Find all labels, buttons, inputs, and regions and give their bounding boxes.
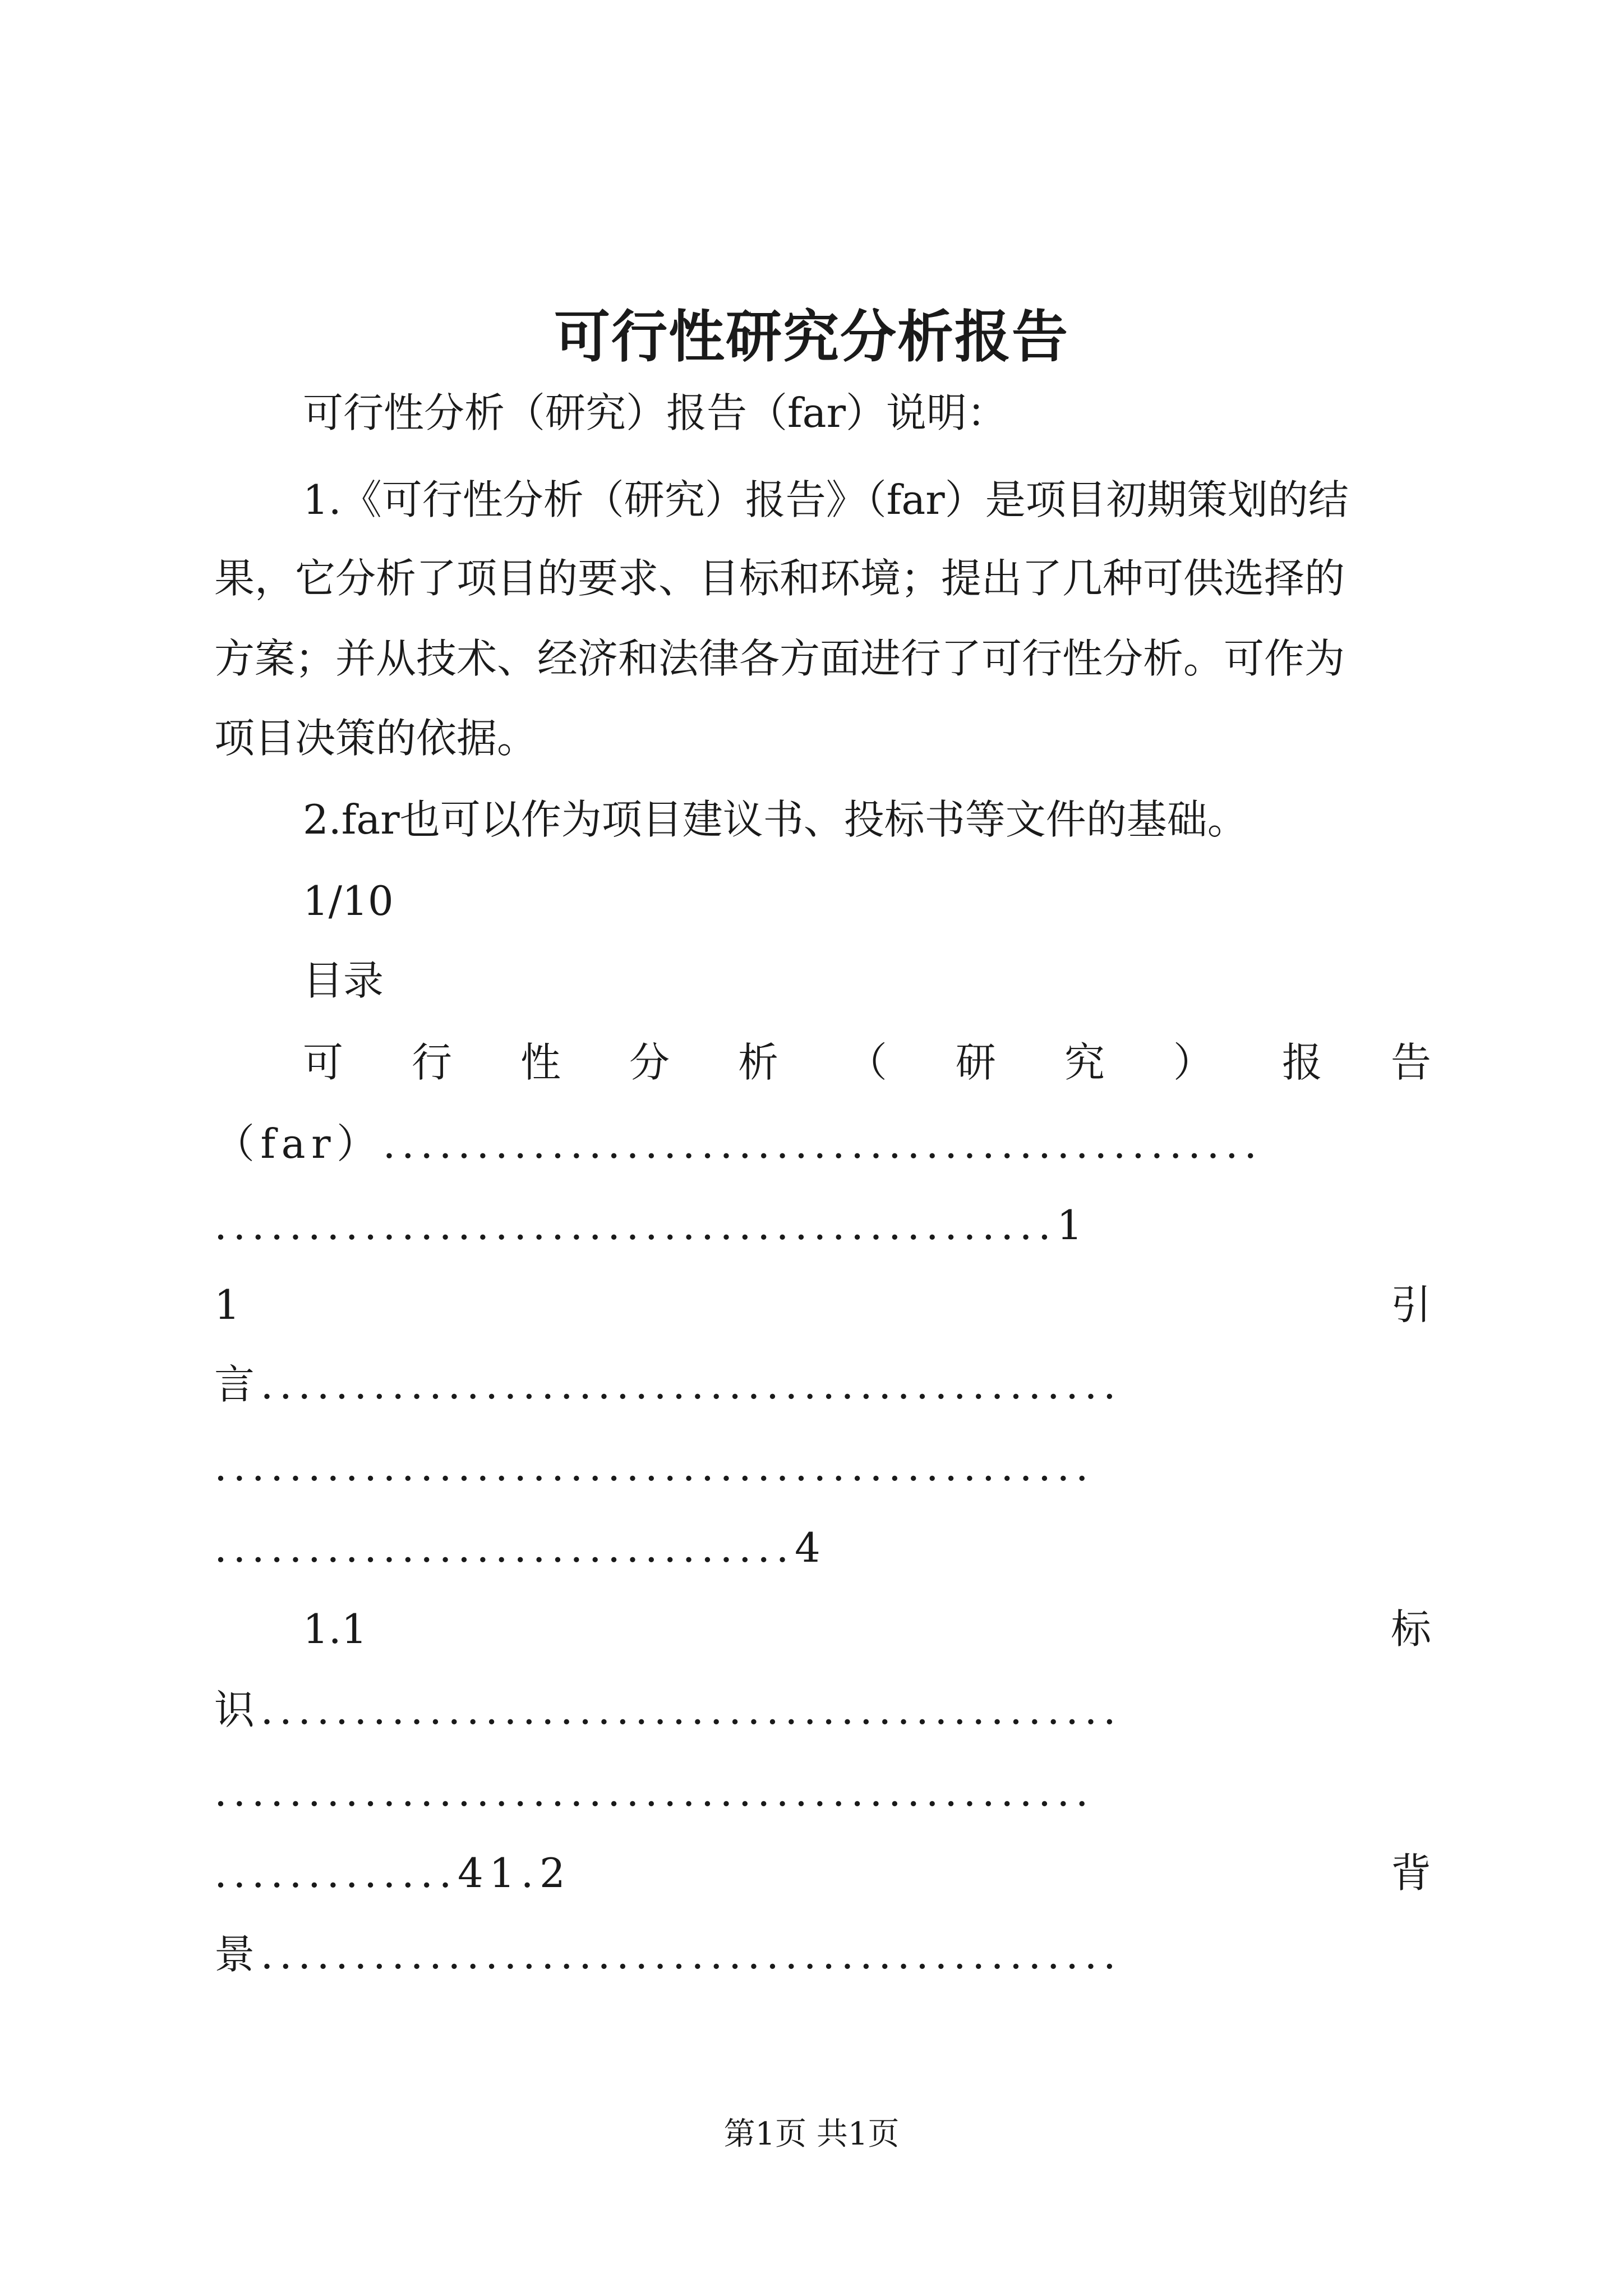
toc-char: 行 [411,1039,452,1086]
toc-char: （ [846,1039,887,1086]
toc-entry-3-page-row [214,1849,1431,1897]
toc-char: 报 [1281,1039,1322,1086]
paragraph-1-line-2: 果，它分析了项目的要求、目标和环境；提出了几种可供选择的 [214,555,1345,602]
toc-char: 告 [1390,1039,1431,1086]
toc-char: 究 [1064,1039,1105,1086]
intro-paragraph: 可行性分析（研究）报告（far）说明： [303,389,1007,436]
toc-entry-2-page: ...............................4 [214,1527,827,1568]
paragraph-1-line-1: 1.《可行性分析（研究）报告》（far）是项目初期策划的结 [303,476,1349,523]
page-footer: 第1页 共1页 [723,2116,900,2152]
toc-char: 标 [1390,1605,1431,1653]
toc-entry-1-page: .............................................1 [214,1205,1089,1245]
toc-entry-number: 1 [214,1281,240,1328]
toc-char: 分 [629,1039,670,1086]
toc-entry-2-leader-2: ............................................... [214,1446,1095,1487]
page-marker: 1/10 [303,877,394,924]
toc-entry-3-page: .............41.2 [214,1849,571,1897]
toc-entry-3-leader: 识.............................................. [214,1690,1122,1730]
toc-char: ） [1173,1039,1214,1086]
toc-char: 研 [955,1039,996,1086]
toc-char: 可 [303,1039,344,1086]
toc-entry-3-title [303,1605,1431,1653]
toc-char: 性 [520,1039,561,1086]
paragraph-1-line-4: 项目决策的依据。 [214,715,538,762]
paragraph-2: 2.far也可以作为项目建议书、投标书等文件的基础。 [303,796,1248,843]
document-title: 可行性研究分析报告 [554,303,1069,370]
toc-char: 析 [737,1039,778,1086]
toc-entry-2-leader: 言.............................................. [214,1364,1122,1405]
toc-entry-1-leader: （far）............................................... [214,1124,1263,1164]
toc-entry-2-title [214,1281,1431,1328]
toc-entry-number: 1.1 [303,1605,367,1653]
paragraph-1-line-3: 方案；并从技术、经济和法律各方面进行了可行性分析。可作为 [214,635,1345,682]
toc-entry-3-leader-2: ............................................... [214,1772,1095,1812]
toc-heading: 目录 [303,957,384,1004]
toc-char: 背 [1390,1849,1431,1897]
toc-entry-1-title [303,1039,1431,1086]
toc-char: 引 [1390,1281,1431,1328]
toc-entry-4-leader: 景.............................................. [214,1934,1122,1975]
